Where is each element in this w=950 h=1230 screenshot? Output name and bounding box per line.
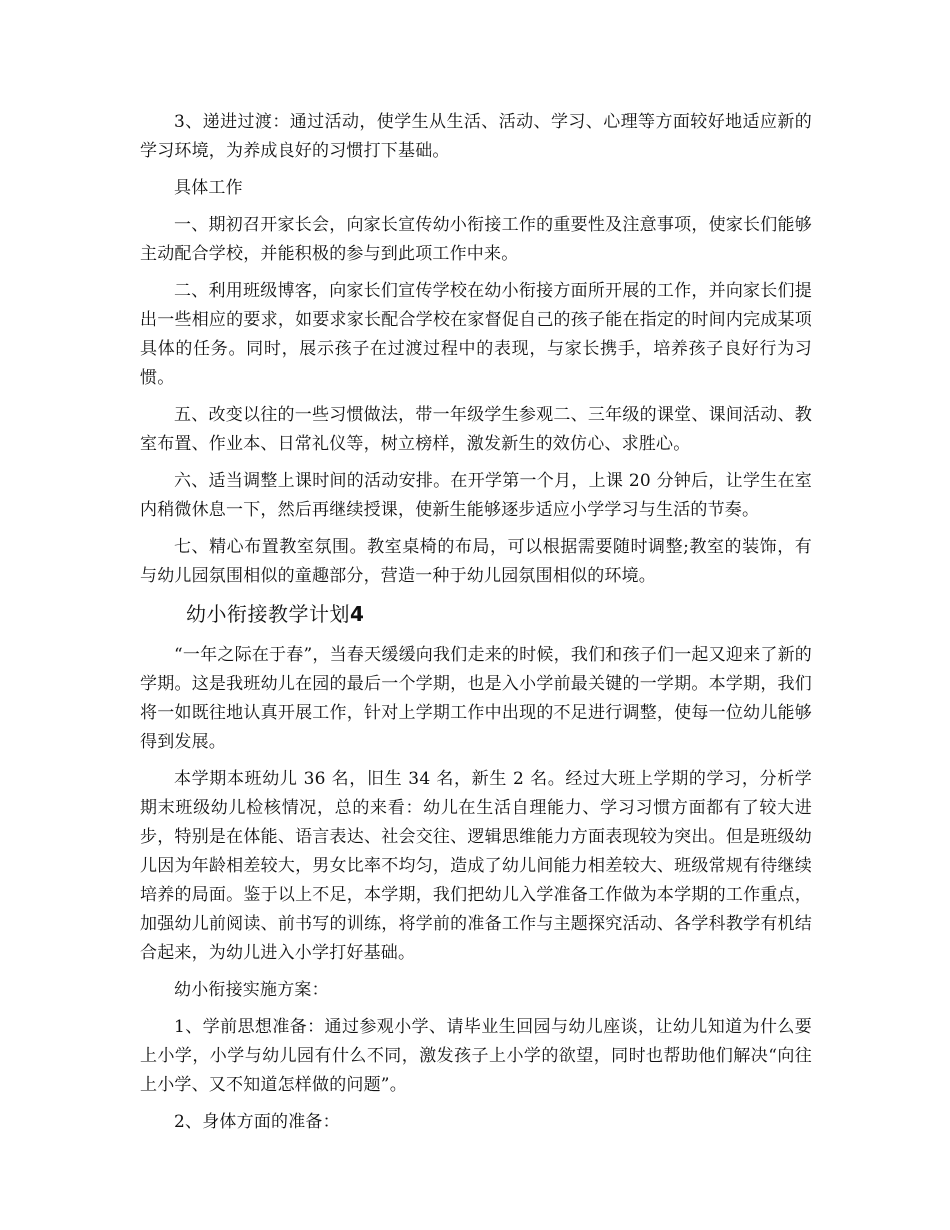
paragraph-subheading: 幼小衔接实施方案： [174,980,329,1000]
paragraph-subheading: 具体工作 [174,178,243,198]
section-heading [140,599,812,629]
paragraph: 2、身体方面的准备： [174,1112,340,1132]
paragraph: 1、学前思想准备：通过参观小学、请毕业生回园与幼儿座谈，让幼儿知道为什么要上小学，小学与幼儿园有什么不同，激发孩子上小学的欲望，同时也帮助他们解决“向往上小学、又不知道怎样做的问题”。 [140,1017,812,1095]
section-heading-number: 4 [350,602,365,626]
bottom-paragraphs [140,641,812,1137]
document-body [140,108,812,1145]
paragraph: 五、改变以往的一些习惯做法，带一年级学生参观二、三年级的课堂、课间活动、教室布置、作业本、日常礼仪等，树立榜样，激发新生的效仿心、求胜心。 [140,405,812,454]
paragraph: 3、递进过渡：通过活动，使学生从生活、活动、学习、心理等方面较好地适应新的学习环境，为养成良好的习惯打下基础。 [140,112,812,161]
section-heading-text: 幼小衔接教学计划 [186,602,350,626]
top-paragraphs [140,108,812,591]
paragraph: 二、利用班级博客，向家长们宣传学校在幼小衔接方面所开展的工作，并向家长们提出一些相应的要求，如要求家长配合学校在家督促自己的孩子能在指定的时间内完成某项具体的任务。同时，展示孩子在过渡过程中的表现，与家长携手，培养孩子良好行为习惯。 [140,281,812,388]
paragraph: 一、期初召开家长会，向家长宣传幼小衔接工作的重要性及注意事项，使家长们能够主动配合学校，并能积极的参与到此项工作中来。 [140,215,812,264]
paragraph: “一年之际在于春”，当春天缓缓向我们走来的时候，我们和孩子们一起又迎来了新的学期。这是我班幼儿在园的最后一个学期，也是入小学前最关键的一学期。本学期，我们将一如既往地认真开展工作，针对上学期工作中出现的不足进行调整，使每一位幼儿能够得到发展。 [140,645,812,752]
paragraph: 六、适当调整上课时间的活动安排。在开学第一个月，上课 20 分钟后，让学生在室内稍微休息一下，然后再继续授课，使新生能够逐步适应小学学习与生活的节奏。 [140,471,812,520]
paragraph: 七、精心布置教室氛围。教室桌椅的布局，可以根据需要随时调整;教室的装饰，有与幼儿园氛围相似的童趣部分，营造一种于幼儿园氛围相似的环境。 [140,537,812,586]
paragraph: 本学期本班幼儿 36 名，旧生 34 名，新生 2 名。经过大班上学期的学习，分析学期末班级幼儿检核情况，总的来看：幼儿在生活自理能力、学习习惯方面都有了较大进步，特别是在体能、语言表达、社会交往、逻辑思维能力方面表现较为突出。但是班级幼儿因为年龄相差较大，男女比率不均匀，造成了幼儿间能力相差较大、班级常规有待继续培养的局面。鉴于以上不足，本学期，我们把幼儿入学准备工作做为本学期的工作重点，加强幼儿前阅读、前书写的训练，将学前的准备工作与主题探究活动、各学科教学有机结合起来，为幼儿进入小学打好基础。 [140,769,812,963]
